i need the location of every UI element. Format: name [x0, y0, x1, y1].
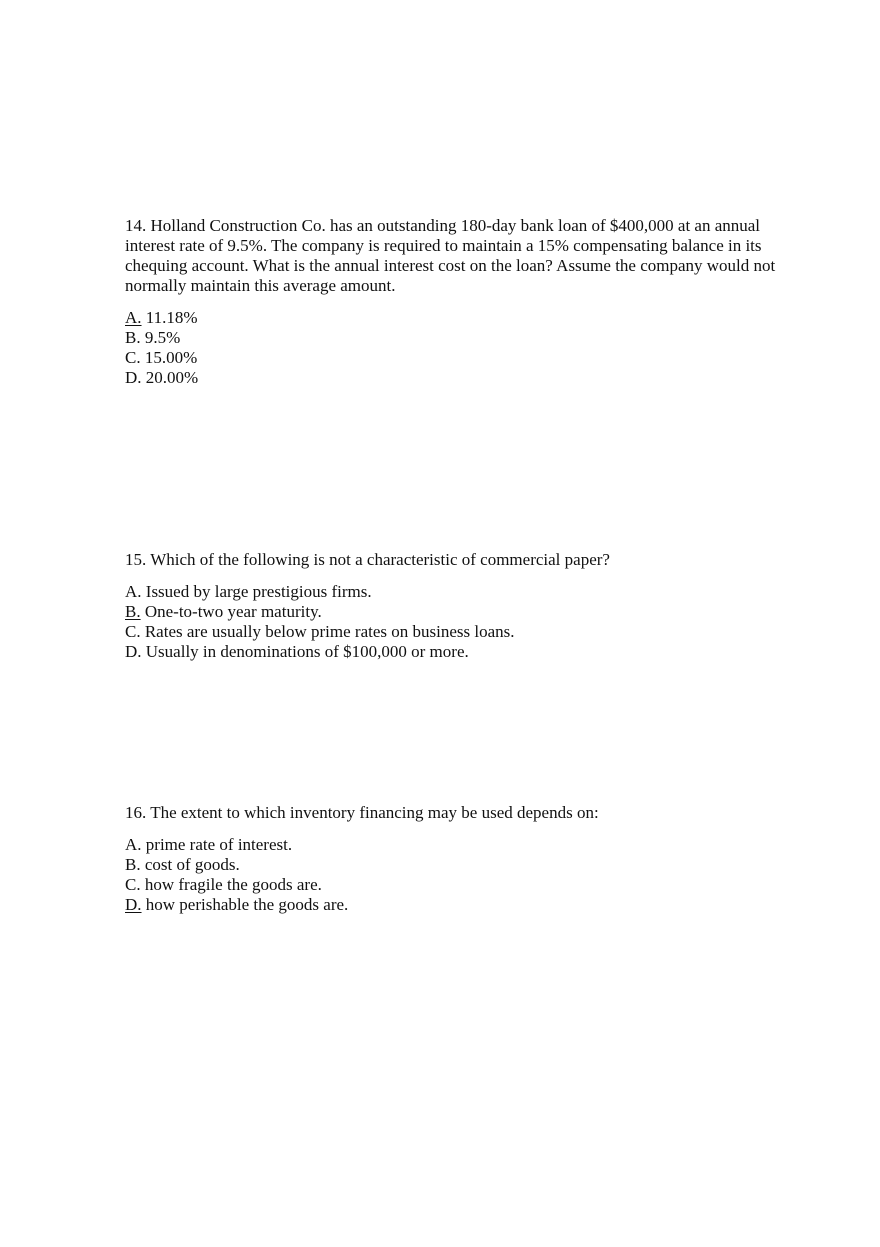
answer-option-d — [125, 895, 785, 915]
option-letter: C. — [125, 875, 141, 894]
answer-option-a — [125, 582, 785, 602]
option-text: cost of goods. — [144, 855, 240, 874]
option-text: One-to-two year maturity. — [144, 602, 322, 621]
option-text: Issued by large prestigious firms. — [145, 582, 372, 601]
answer-option-c — [125, 348, 785, 368]
option-text: 9.5% — [144, 328, 181, 347]
answer-options — [125, 308, 785, 388]
option-letter: D. — [125, 642, 142, 661]
question-14 — [125, 216, 785, 388]
answer-option-b — [125, 328, 785, 348]
question-stem: 14. Holland Construction Co. has an outstanding 180-day bank loan of $400,000 at an annual interest rate of 9.5%. The company is required to maintain a 15% compensating balance in its chequing account. What is the annual interest cost on the loan? Assume the company would not normally maintain this average amount. — [125, 216, 776, 295]
answer-option-c — [125, 622, 785, 642]
answer-option-d — [125, 642, 785, 662]
option-text: 20.00% — [145, 368, 199, 387]
answer-options — [125, 582, 785, 662]
option-letter: A. — [125, 835, 142, 854]
option-letter: B. — [125, 328, 141, 347]
answer-option-d — [125, 368, 785, 388]
option-text: how fragile the goods are. — [144, 875, 322, 894]
option-letter: D. — [125, 368, 142, 387]
answer-option-a — [125, 835, 785, 855]
option-text: prime rate of interest. — [145, 835, 293, 854]
option-text: 15.00% — [144, 348, 198, 367]
answer-option-b — [125, 855, 785, 875]
answer-options — [125, 835, 785, 915]
option-text: Usually in denominations of $100,000 or more. — [145, 642, 469, 661]
option-text: Rates are usually below prime rates on business loans. — [144, 622, 515, 641]
question-15 — [125, 550, 785, 662]
option-letter: B. — [125, 855, 141, 874]
option-letter: C. — [125, 622, 141, 641]
question-stem: 15. Which of the following is not a characteristic of commercial paper? — [125, 550, 610, 569]
answer-option-a — [125, 308, 785, 328]
question-stem: 16. The extent to which inventory financing may be used depends on: — [125, 803, 599, 822]
answer-option-c — [125, 875, 785, 895]
question-16 — [125, 803, 785, 915]
option-letter-marked: D. — [125, 895, 142, 914]
option-letter: A. — [125, 582, 142, 601]
option-letter-marked: A. — [125, 308, 142, 327]
answer-option-b — [125, 602, 785, 622]
option-letter: C. — [125, 348, 141, 367]
option-text: 11.18% — [145, 308, 198, 327]
option-text: how perishable the goods are. — [145, 895, 349, 914]
option-letter-marked: B. — [125, 602, 141, 621]
